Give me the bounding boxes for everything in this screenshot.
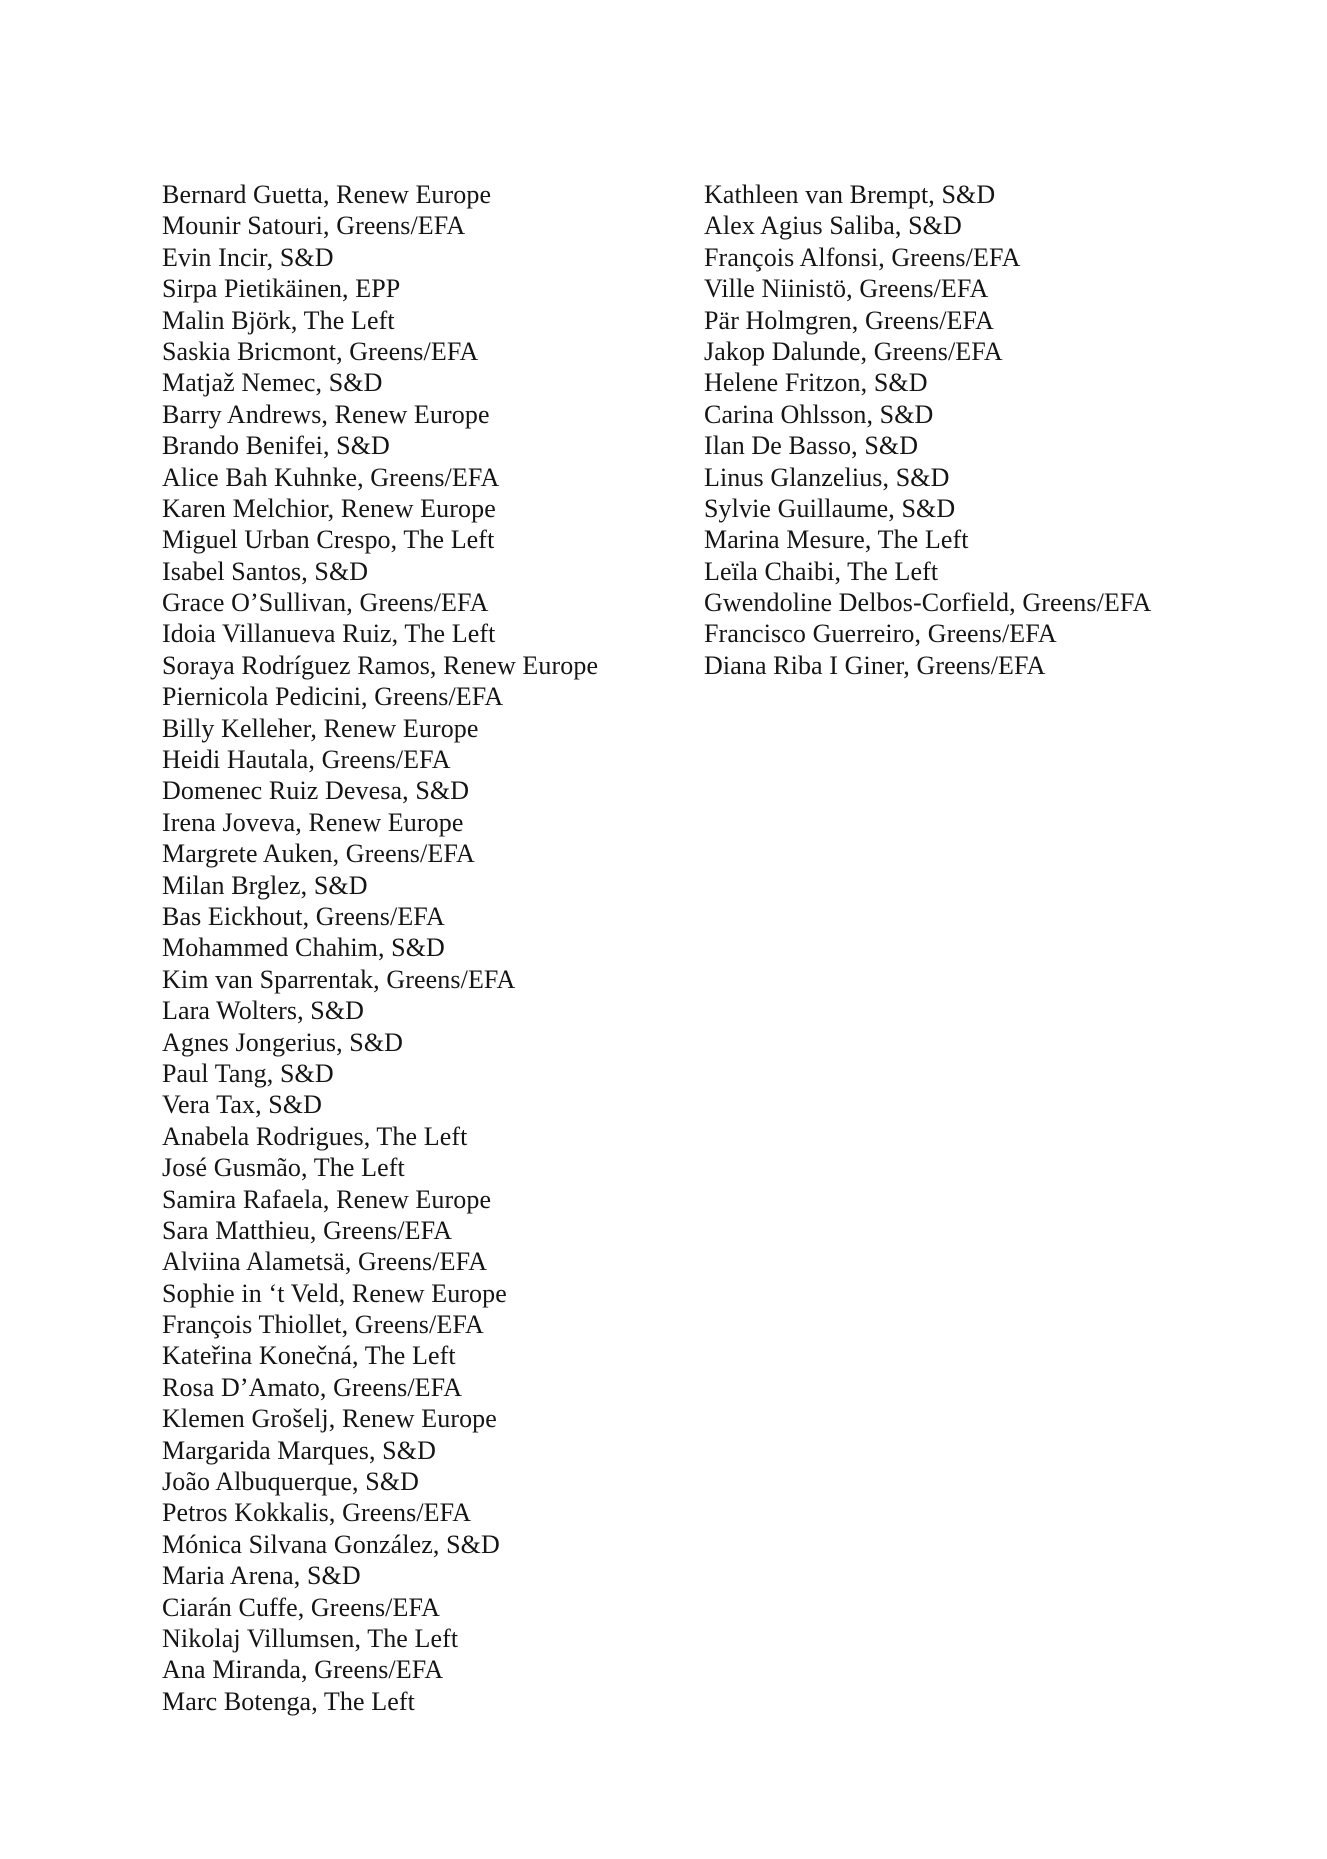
signatory-entry: Bernard Guetta, Renew Europe xyxy=(162,180,492,209)
signatory-entry: Agnes Jongerius, S&D xyxy=(162,1027,404,1057)
signatory-entry: Maria Arena, S&D xyxy=(162,1561,361,1591)
signatory-entry: Margarida Marques, S&D xyxy=(162,1435,436,1465)
signatory-entry: Leïla Chaibi, The Left xyxy=(704,556,939,586)
signatory-entry: Miguel Urban Crespo, The Left xyxy=(162,525,495,555)
signatory-entry: Matjaž Nemec, S&D xyxy=(162,368,383,398)
signatory-entry: Irena Joveva, Renew Europe xyxy=(162,807,464,837)
signatory-entry: Alex Agius Saliba, S&D xyxy=(704,211,962,241)
signatory-entry: Ilan De Basso, S&D xyxy=(704,431,919,461)
signatory-entry: Mohammed Chahim, S&D xyxy=(162,933,445,963)
signatory-entry: Alviina Alametsä, Greens/EFA xyxy=(162,1247,488,1277)
signatory-entry: Linus Glanzelius, S&D xyxy=(704,462,950,492)
signatory-entry: Jakop Dalunde, Greens/EFA xyxy=(704,336,1003,366)
signatory-entry: Mounir Satouri, Greens/EFA xyxy=(162,211,466,241)
signatory-entry: Alice Bah Kuhnke, Greens/EFA xyxy=(162,462,500,492)
signatory-entry: Isabel Santos, S&D xyxy=(162,556,369,586)
signatory-entry: Gwendoline Delbos-Corfield, Greens/EFA xyxy=(704,588,1152,618)
signatory-entry: Malin Björk, The Left xyxy=(162,305,395,335)
signatory-entry: Margrete Auken, Greens/EFA xyxy=(162,839,475,869)
signatory-entry: Kathleen van Brempt, S&D xyxy=(704,180,996,209)
signatory-list-left xyxy=(162,179,598,1717)
signatory-entry: Mónica Silvana González, S&D xyxy=(162,1529,500,1559)
signatory-entry: Idoia Villanueva Ruiz, The Left xyxy=(162,619,496,649)
signatory-entry: Ville Niinistö, Greens/EFA xyxy=(704,274,989,304)
signatory-entry: Sophie in ‘t Veld, Renew Europe xyxy=(162,1278,507,1308)
signatory-entry: Brando Benifei, S&D xyxy=(162,431,390,461)
signatory-entry: José Gusmão, The Left xyxy=(162,1153,405,1183)
signatory-entry: François Thiollet, Greens/EFA xyxy=(162,1310,484,1340)
signatory-entry: Lara Wolters, S&D xyxy=(162,996,365,1026)
signatory-entry: François Alfonsi, Greens/EFA xyxy=(704,242,1021,272)
signatory-entry: Marina Mesure, The Left xyxy=(704,525,969,555)
signatory-entry: Soraya Rodríguez Ramos, Renew Europe xyxy=(162,650,599,680)
signatory-entry: João Albuquerque, S&D xyxy=(162,1467,420,1497)
signatory-list-right xyxy=(704,179,1151,681)
signatory-entry: Pär Holmgren, Greens/EFA xyxy=(704,305,995,335)
signatory-entry: Domenec Ruiz Devesa, S&D xyxy=(162,776,470,806)
signatory-entry: Kim van Sparrentak, Greens/EFA xyxy=(162,964,516,994)
signatory-entry: Diana Riba I Giner, Greens/EFA xyxy=(704,650,1046,680)
signatory-entry: Paul Tang, S&D xyxy=(162,1058,334,1088)
signatory-entry: Samira Rafaela, Renew Europe xyxy=(162,1184,492,1214)
signatory-entry: Anabela Rodrigues, The Left xyxy=(162,1121,468,1151)
signatory-entry: Heidi Hautala, Greens/EFA xyxy=(162,745,451,775)
signatory-entry: Saskia Bricmont, Greens/EFA xyxy=(162,336,479,366)
signatory-entry: Evin Incir, S&D xyxy=(162,242,334,272)
signatory-entry: Billy Kelleher, Renew Europe xyxy=(162,713,479,743)
signatory-entry: Karen Melchior, Renew Europe xyxy=(162,493,496,523)
signatory-entry: Ciarán Cuffe, Greens/EFA xyxy=(162,1592,440,1622)
signatory-entry: Helene Fritzon, S&D xyxy=(704,368,928,398)
signatory-entry: Rosa D’Amato, Greens/EFA xyxy=(162,1372,463,1402)
signatory-entry: Ana Miranda, Greens/EFA xyxy=(162,1655,444,1685)
signatory-entry: Piernicola Pedicini, Greens/EFA xyxy=(162,682,504,712)
signatory-entry: Vera Tax, S&D xyxy=(162,1090,323,1120)
signatory-entry: Marc Botenga, The Left xyxy=(162,1686,415,1716)
signatory-entry: Carina Ohlsson, S&D xyxy=(704,399,934,429)
signatory-entry: Bas Eickhout, Greens/EFA xyxy=(162,901,445,931)
signatory-entry: Sara Matthieu, Greens/EFA xyxy=(162,1215,453,1245)
signatory-entry: Nikolaj Villumsen, The Left xyxy=(162,1623,459,1653)
signatory-entry: Klemen Grošelj, Renew Europe xyxy=(162,1404,497,1434)
signatory-entry: Grace O’Sullivan, Greens/EFA xyxy=(162,588,489,618)
signatory-entry: Francisco Guerreiro, Greens/EFA xyxy=(704,619,1057,649)
signatory-entry: Milan Brglez, S&D xyxy=(162,870,368,900)
signatory-entry: Sylvie Guillaume, S&D xyxy=(704,493,956,523)
signatory-entry: Kateřina Konečná, The Left xyxy=(162,1341,456,1371)
signatory-entry: Barry Andrews, Renew Europe xyxy=(162,399,490,429)
signatory-entry: Petros Kokkalis, Greens/EFA xyxy=(162,1498,472,1528)
signatory-entry: Sirpa Pietikäinen, EPP xyxy=(162,274,401,304)
